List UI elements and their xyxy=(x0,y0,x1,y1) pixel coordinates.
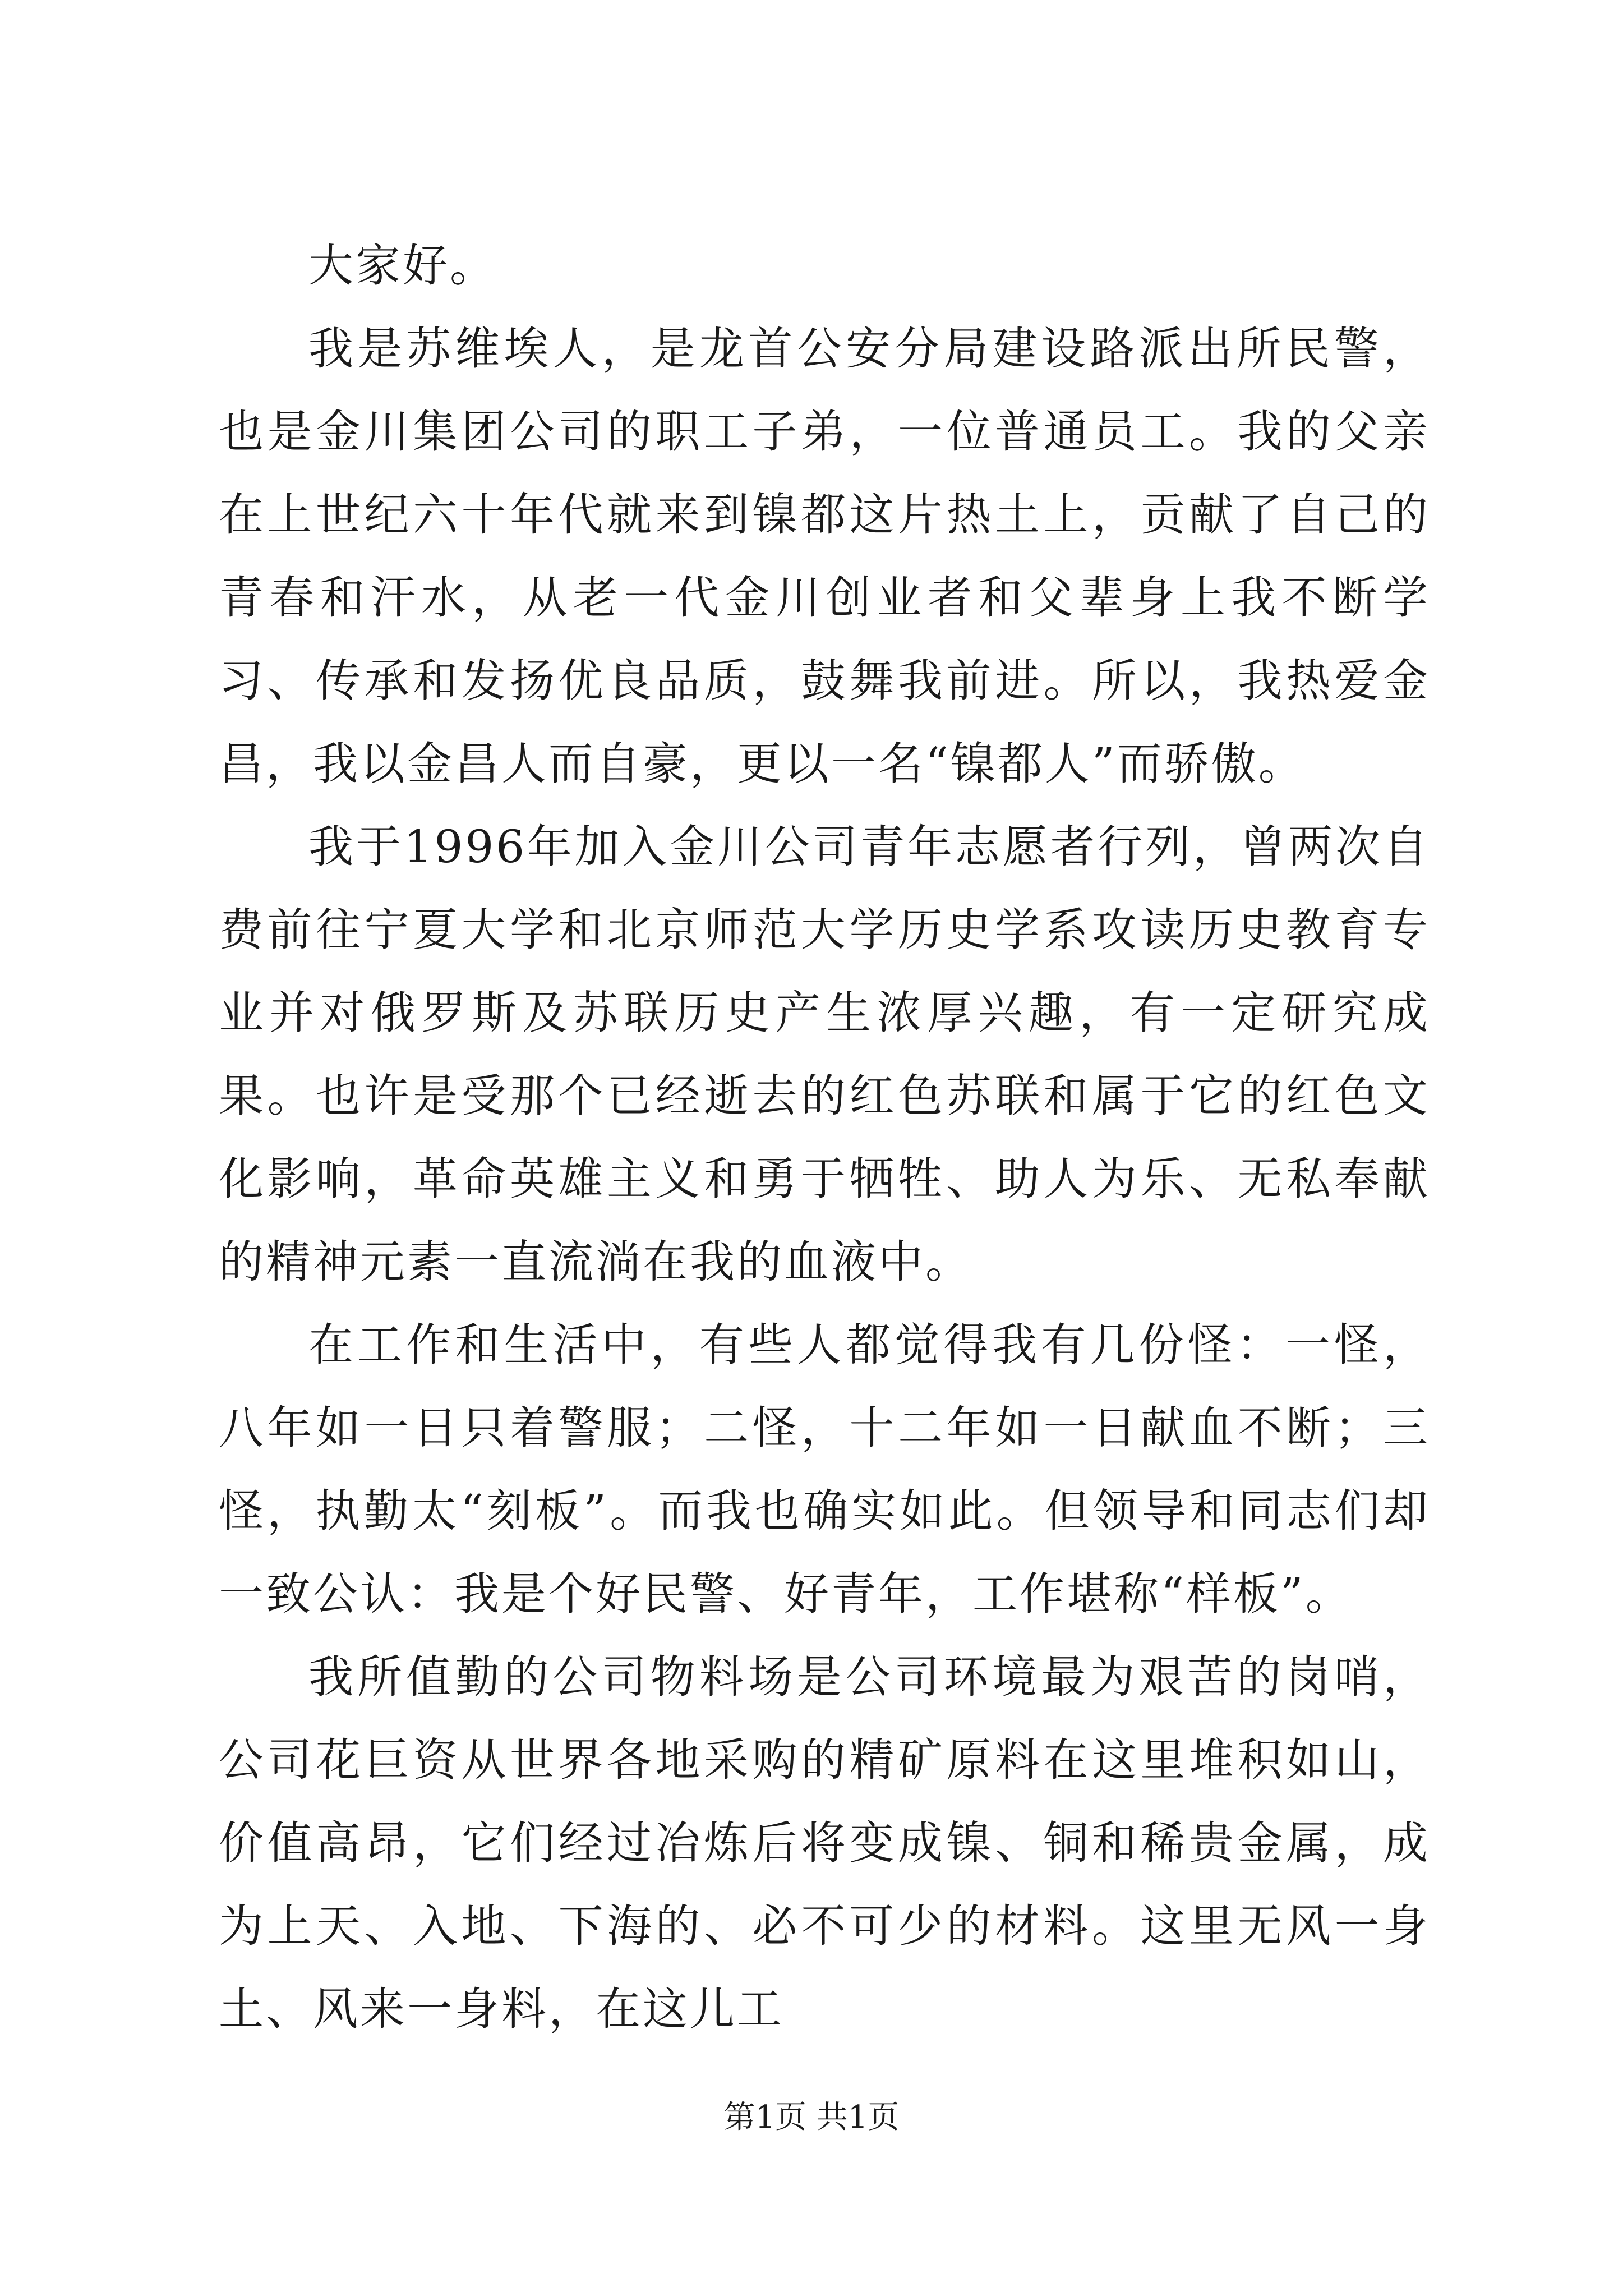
paragraph-volunteer-history: 我于1996年加入金川公司青年志愿者行列，曾两次自费前往宁夏大学和北京师范大学历史学系攻读历史教育专业并对俄罗斯及苏联历史产生浓厚兴趣，有一定研究成果。也许是受那个已经逝去的红色苏联和属于它的红色文化影响，革命英雄主义和勇于牺牲、助人为乐、无私奉献的精神元素一直流淌在我的血液中。 xyxy=(219,821,1430,1288)
page-number-footer: 第1页 共1页 xyxy=(723,2099,900,2136)
paragraph-introduction: 我是苏维埃人，是龙首公安分局建设路派出所民警，也是金川集团公司的职工子弟，一位普通员工。我的父亲在上世纪六十年代就来到镍都这片热土上，贡献了自己的青春和汗水，从老一代金川创业者和父辈身上我不断学习、传承和发扬优良品质，鼓舞我前进。所以，我热爱金昌，我以金昌人而自豪，更以一名“镍都人”而骄傲。 xyxy=(219,323,1430,790)
document-body xyxy=(219,224,1430,2051)
paragraph-greeting: 大家好。 xyxy=(308,240,497,292)
paragraph-three-quirks: 在工作和生活中，有些人都觉得我有几份怪：一怪，八年如一日只着警服；二怪，十二年如一日献血不断；三怪，执勤太“刻板”。而我也确实如此。但领导和同志们却一致公认：我是个好民警、好青年，工作堪称“样板”。 xyxy=(219,1319,1430,1620)
paragraph-material-yard: 我所值勤的公司物料场是公司环境最为艰苦的岗哨，公司花巨资从世界各地采购的精矿原料在这里堆积如山，价值高昂，它们经过冶炼后将变成镍、铜和稀贵金属，成为上天、入地、下海的、必不可少的材料。这里无风一身土、风来一身料，在这儿工 xyxy=(219,1651,1430,2035)
